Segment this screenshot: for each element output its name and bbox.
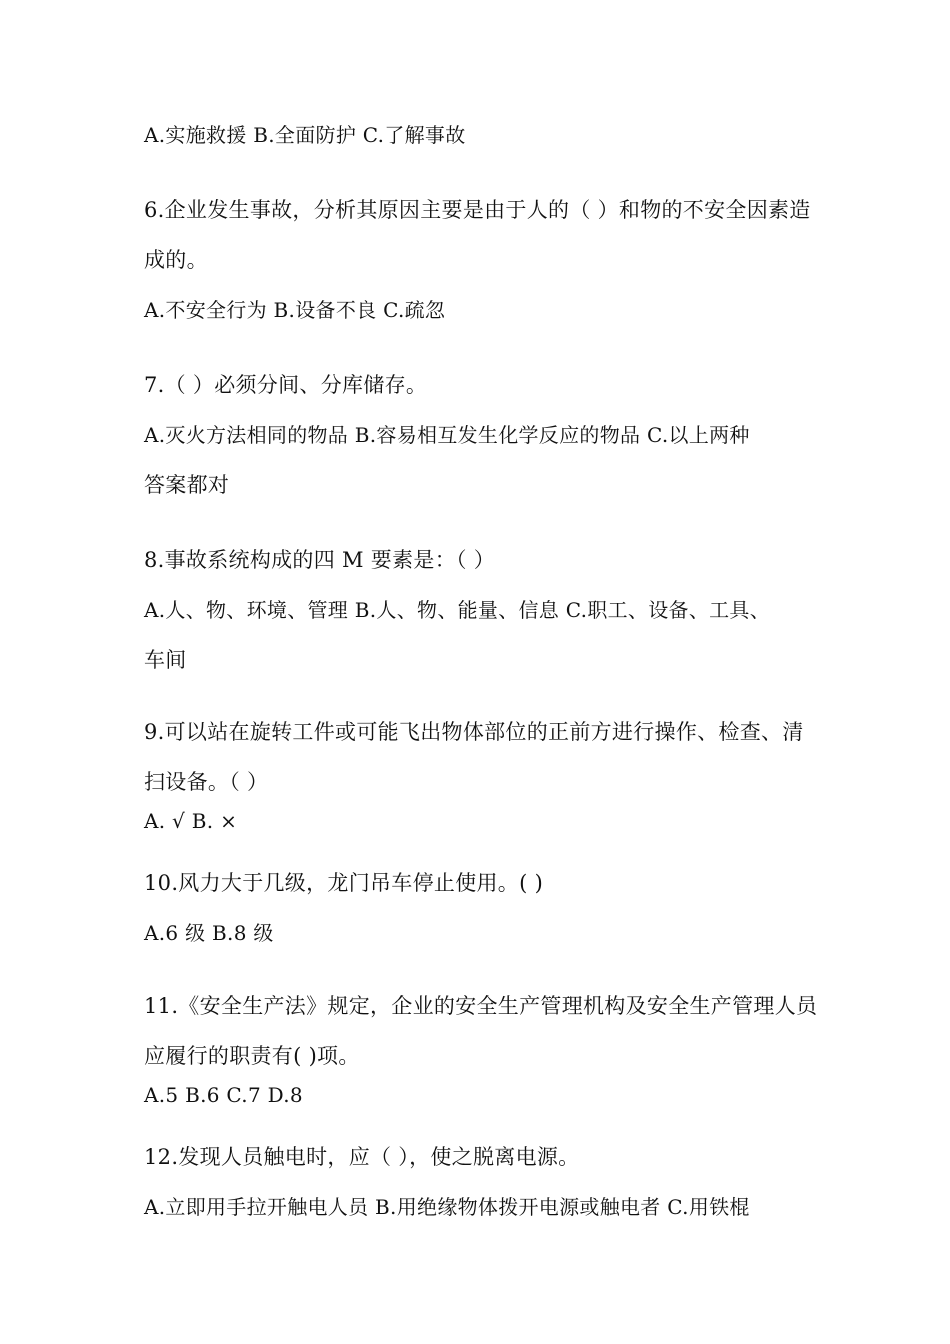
question-6-text-line-2: 成的。 — [144, 248, 208, 272]
question-6-text-line-1: 6.企业发生事故，分析其原因主要是由于人的（ ）和物的不安全因素造 — [144, 198, 811, 222]
question-12-text: 12.发现人员触电时，应（ ），使之脱离电源。 — [144, 1145, 580, 1169]
question-12-options: A.立即用手拉开触电人员 B.用绝缘物体拨开电源或触电者 C.用铁棍 — [144, 1195, 750, 1219]
question-11-options: A.5 B.6 C.7 D.8 — [144, 1083, 303, 1107]
question-8-text: 8.事故系统构成的四 M 要素是：（ ） — [144, 548, 496, 572]
question-7-text: 7.（ ）必须分间、分库储存。 — [144, 373, 428, 397]
question-8-options-line-1: A.人、物、环境、管理 B.人、物、能量、信息 C.职工、设备、工具、 — [144, 598, 771, 622]
question-11-text-line-1: 11.《安全生产法》规定，企业的安全生产管理机构及安全生产管理人员 — [144, 994, 818, 1018]
question-6-options: A.不安全行为 B.设备不良 C.疏忽 — [144, 298, 446, 322]
question-7-options-line-1: A.灭火方法相同的物品 B.容易相互发生化学反应的物品 C.以上两种 — [144, 423, 750, 447]
question-7-options-line-2: 答案都对 — [144, 473, 230, 497]
question-9-options: A. √ B. × — [144, 809, 238, 833]
question-8-options-line-2: 车间 — [144, 648, 187, 672]
question-5-options: A.实施救援 B.全面防护 C.了解事故 — [144, 123, 466, 147]
question-9-text-line-2: 扫设备。（ ） — [144, 770, 269, 794]
question-10-text: 10.风力大于几级，龙门吊车停止使用。( ) — [144, 871, 544, 895]
question-11-text-line-2: 应履行的职责有( )项。 — [144, 1044, 360, 1068]
question-10-options: A.6 级 B.8 级 — [144, 921, 274, 945]
question-9-text-line-1: 9.可以站在旋转工件或可能飞出物体部位的正前方进行操作、检查、清 — [144, 720, 804, 744]
